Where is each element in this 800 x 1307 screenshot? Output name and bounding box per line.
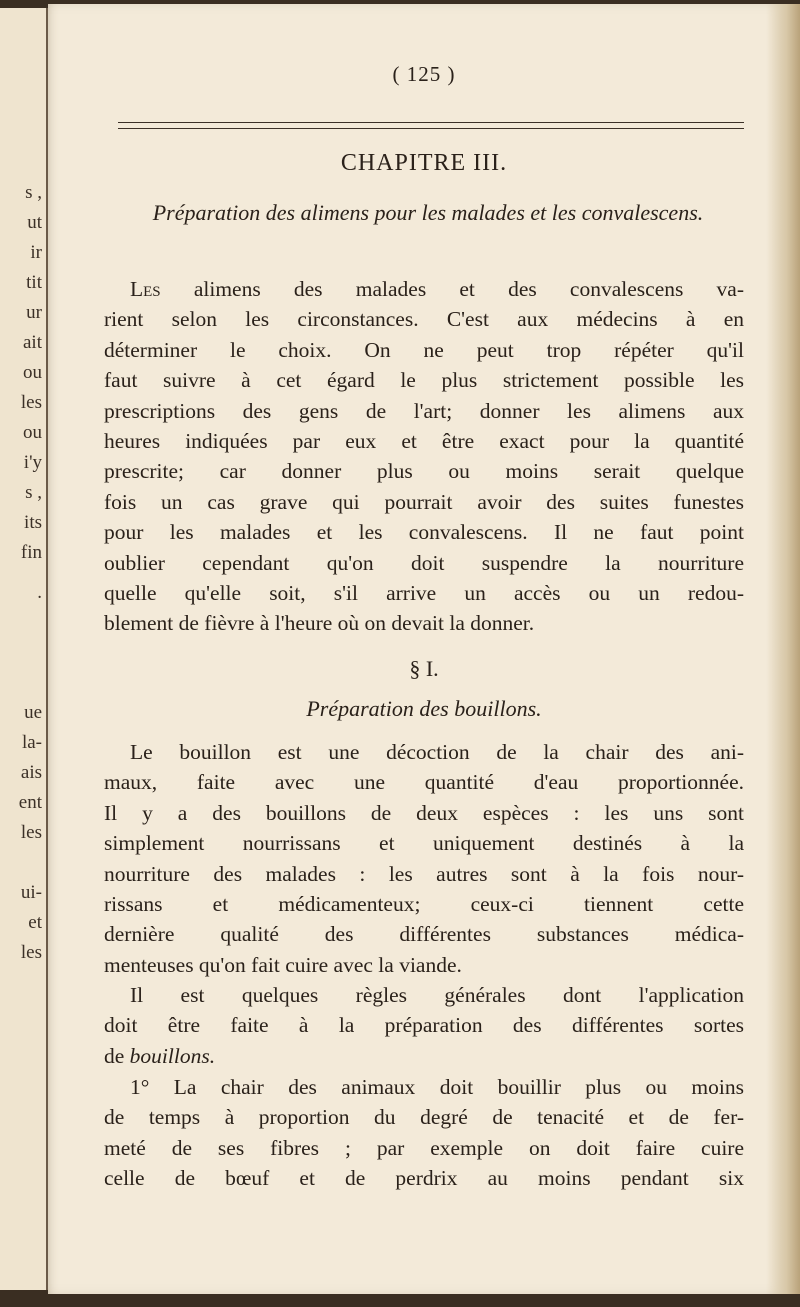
left-page-fragment: les xyxy=(20,392,42,413)
text-line: doit être faite à la préparation des différentes sortes xyxy=(104,1013,744,1038)
left-page-fragment: les xyxy=(20,822,42,843)
text-line: pour les malades et les convalescens. Il ne faut point xyxy=(104,520,744,545)
left-page-fragment: i'y xyxy=(23,452,42,473)
text-line: fois un cas grave qui pourrait avoir des suites funestes xyxy=(104,489,744,514)
text-line: prescriptions des gens de l'art; donner les alimens aux xyxy=(104,398,744,423)
text-line: Le bouillon est une décoction de la chair des ani- xyxy=(130,740,744,764)
text-line: prescrite; car donner plus ou moins serait quelque xyxy=(104,459,744,484)
page-number: ( 125 ) xyxy=(392,62,456,86)
left-page-fragment: ut xyxy=(27,212,42,233)
text-line: meté de ses fibres ; par exemple on doit faire cuire xyxy=(104,1135,744,1160)
chapter-subtitle: Préparation des alimens pour les malades et les convalescens. xyxy=(152,200,704,225)
paragraph-general-rules xyxy=(104,980,744,1071)
text-line xyxy=(104,274,744,304)
text-line: faut suivre à cet égard le plus strictement possible les xyxy=(104,368,744,393)
left-page-fragment: et xyxy=(28,912,42,933)
text-line: heures indiquées par eux et être exact pour la quantité xyxy=(104,429,744,454)
left-page-fragment: ais xyxy=(20,762,42,783)
line-text: de xyxy=(104,1043,125,1068)
left-page-fragment: la- xyxy=(21,732,42,753)
page-edge-shadow xyxy=(766,4,800,1294)
text-line: oublier cependant qu'on doit suspendre la nourriture xyxy=(104,550,744,575)
text-line: déterminer le choix. On ne peut trop répéter qu'il xyxy=(104,337,744,362)
line-text: alimens des malades et des convalescens va- xyxy=(160,277,744,301)
left-page-fragment: its xyxy=(24,512,42,533)
left-page-fragment: fin xyxy=(20,542,42,563)
text-line: de temps à proportion du degré de tenacité et de fer- xyxy=(104,1105,744,1130)
left-page-edge xyxy=(0,8,48,1290)
text-line: dernière qualité des différentes substances médica- xyxy=(104,922,744,947)
left-page-fragment: ou xyxy=(23,362,42,383)
text-line: Il est quelques règles générales dont l'application xyxy=(130,983,744,1007)
left-page-fragment: ait xyxy=(23,332,42,353)
chapter-title: CHAPITRE III. xyxy=(340,150,508,176)
text-line: rissans et médicamenteux; ceux-ci tiennent cette xyxy=(104,892,744,917)
text-line: nourriture des malades : les autres sont à la fois nour- xyxy=(104,861,744,886)
text-line: simplement nourrissans et uniquement destinés à la xyxy=(104,831,744,856)
text-line: quelle qu'elle soit, s'il arrive un accès ou un redou- xyxy=(104,581,744,606)
left-page-fragment: ou xyxy=(23,422,42,443)
left-page-fragment: ur xyxy=(26,302,42,323)
left-page-fragment: ue xyxy=(24,702,42,723)
text-line: 1° La chair des animaux doit bouillir plus ou moins xyxy=(130,1075,744,1099)
left-page-fragment: s , xyxy=(25,182,42,203)
paragraph-intro xyxy=(104,274,744,639)
book-page xyxy=(48,4,800,1294)
left-page-fragment: s , xyxy=(25,482,42,503)
opening-word: Les xyxy=(130,277,161,301)
text-line: maux, faite avec une quantité d'eau proportionnée. xyxy=(104,770,744,795)
text-line: rient selon les circonstances. C'est aux médecins à en xyxy=(104,307,744,332)
header-rule-top xyxy=(118,122,744,123)
left-page-fragment: . xyxy=(37,582,42,603)
text-line: celle de bœuf et de perdrix au moins pendant six xyxy=(104,1166,744,1191)
left-page-fragment: les xyxy=(20,942,42,963)
header-rule-bottom xyxy=(118,128,744,129)
paragraph-bouillon-definition xyxy=(104,737,744,980)
text-line xyxy=(104,1041,744,1071)
left-page-fragment: tit xyxy=(26,272,42,293)
left-page-fragment: ui- xyxy=(20,882,42,903)
paragraph-rule-one xyxy=(104,1072,744,1194)
text-line: blement de fièvre à l'heure où on devait la donner. xyxy=(104,611,535,636)
left-page-fragment: ent xyxy=(18,792,42,813)
left-page-fragment: ir xyxy=(30,242,42,263)
text-line: menteuses qu'on fait cuire avec la viande. xyxy=(104,952,462,977)
section-title: Préparation des bouillons. xyxy=(306,696,542,721)
text-line: Il y a des bouillons de deux espèces : les uns sont xyxy=(104,800,744,825)
italic-term: bouillons. xyxy=(129,1043,216,1068)
section-mark: § I. xyxy=(409,656,439,681)
